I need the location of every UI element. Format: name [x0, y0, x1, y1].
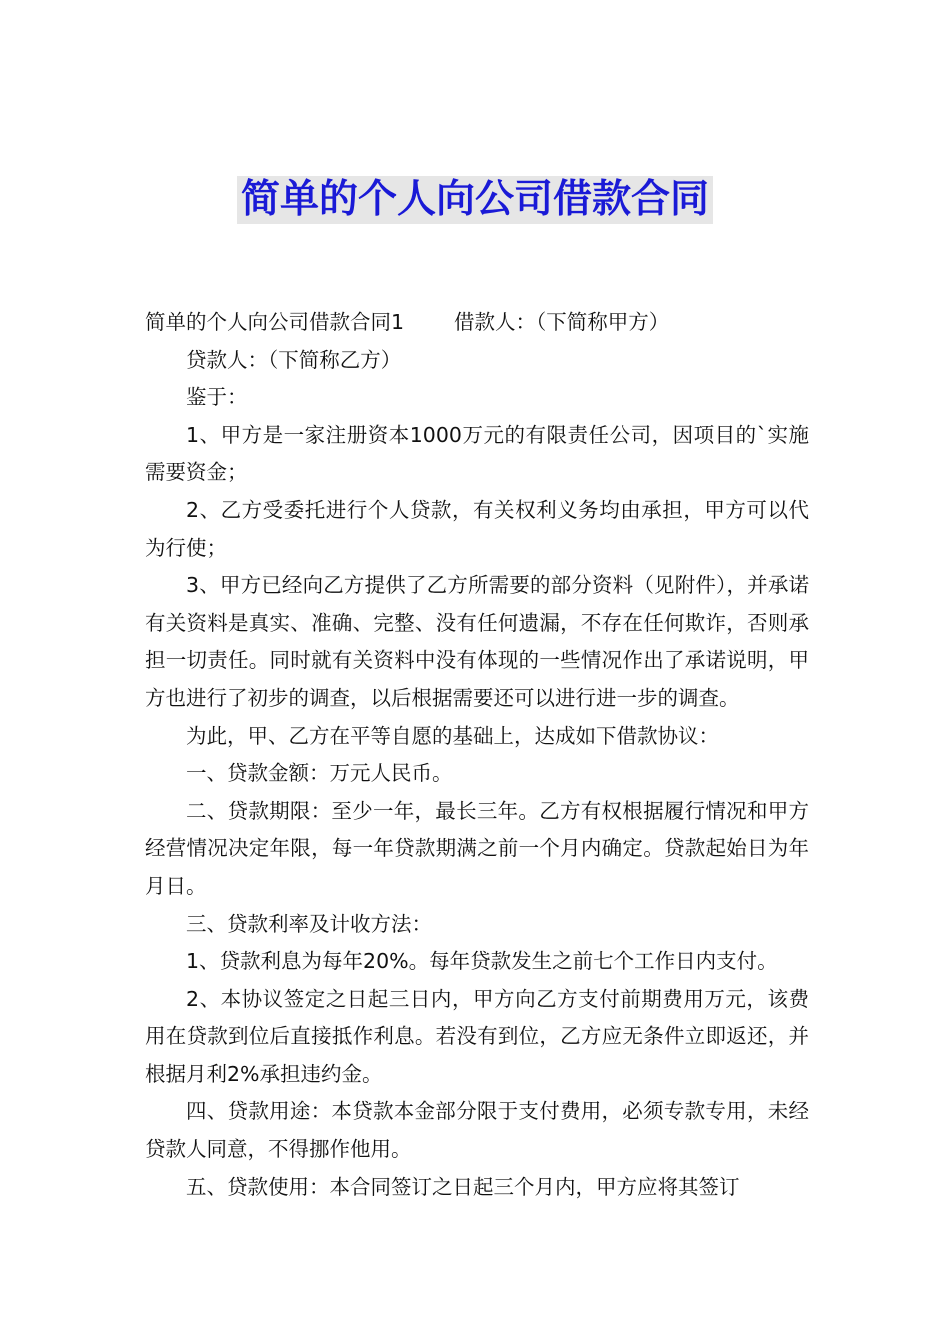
paragraph-loan-use: 五、贷款使用：本合同签订之日起三个月内，甲方应将其签订 [186, 1174, 740, 1199]
document-body [145, 304, 809, 1206]
paragraph-loan-purpose: 四、贷款用途：本贷款本金部分限于支付费用，必须专款专用，未经贷款人同意，不得挪作他用。 [145, 1099, 809, 1162]
intro-heading: 简单的个人向公司借款合同1 [145, 310, 405, 334]
paragraph-whereas: 鉴于： [186, 385, 248, 410]
intro-paragraph [145, 304, 809, 342]
paragraph-agreement-intro: 为此，甲、乙方在平等自愿的基础上，达成如下借款协议： [186, 723, 719, 748]
document-title: 简单的个人向公司借款合同 [237, 176, 713, 224]
paragraph-interest-1: 1、贷款利息为每年20%。每年贷款发生之前七个工作日内支付。 [186, 949, 778, 974]
paragraph-loan-term: 二、贷款期限：至少一年，最长三年。乙方有权根据履行情况和甲方经营情况决定年限，每一年贷款期满之前一个月内确定。贷款起始日为年月日。 [145, 798, 809, 898]
paragraph-recital-1: 1、甲方是一家注册资本1000万元的有限责任公司，因项目的`实施需要资金； [145, 422, 809, 485]
paragraph-interest-2: 2、本协议签定之日起三日内，甲方向乙方支付前期费用万元，该费用在贷款到位后直接抵作利息。若没有到位，乙方应无条件立即返还，并根据月利2%承担违约金。 [145, 986, 809, 1086]
title-container [0, 176, 950, 224]
paragraph-recital-2: 2、乙方受委托进行个人贷款，有关权利义务均由承担，甲方可以代为行使； [145, 497, 809, 560]
intro-borrower: 借款人：（下简称甲方） [454, 310, 670, 334]
paragraph-loan-amount: 一、贷款金额：万元人民币。 [186, 761, 453, 786]
paragraph-recital-3: 3、甲方已经向乙方提供了乙方所需要的部分资料（见附件），并承诺有关资料是真实、准确、完整、没有任何遗漏，不存在任何欺诈，否则承担一切责任。同时就有关资料中没有体现的一些情况作出了承诺说明，甲方也进行了初步的调查，以后根据需要还可以进行进一步的调查。 [145, 573, 809, 710]
paragraph-interest-heading: 三、贷款利率及计收方法： [186, 911, 432, 936]
paragraph-lender: 贷款人：（下简称乙方） [186, 347, 402, 372]
